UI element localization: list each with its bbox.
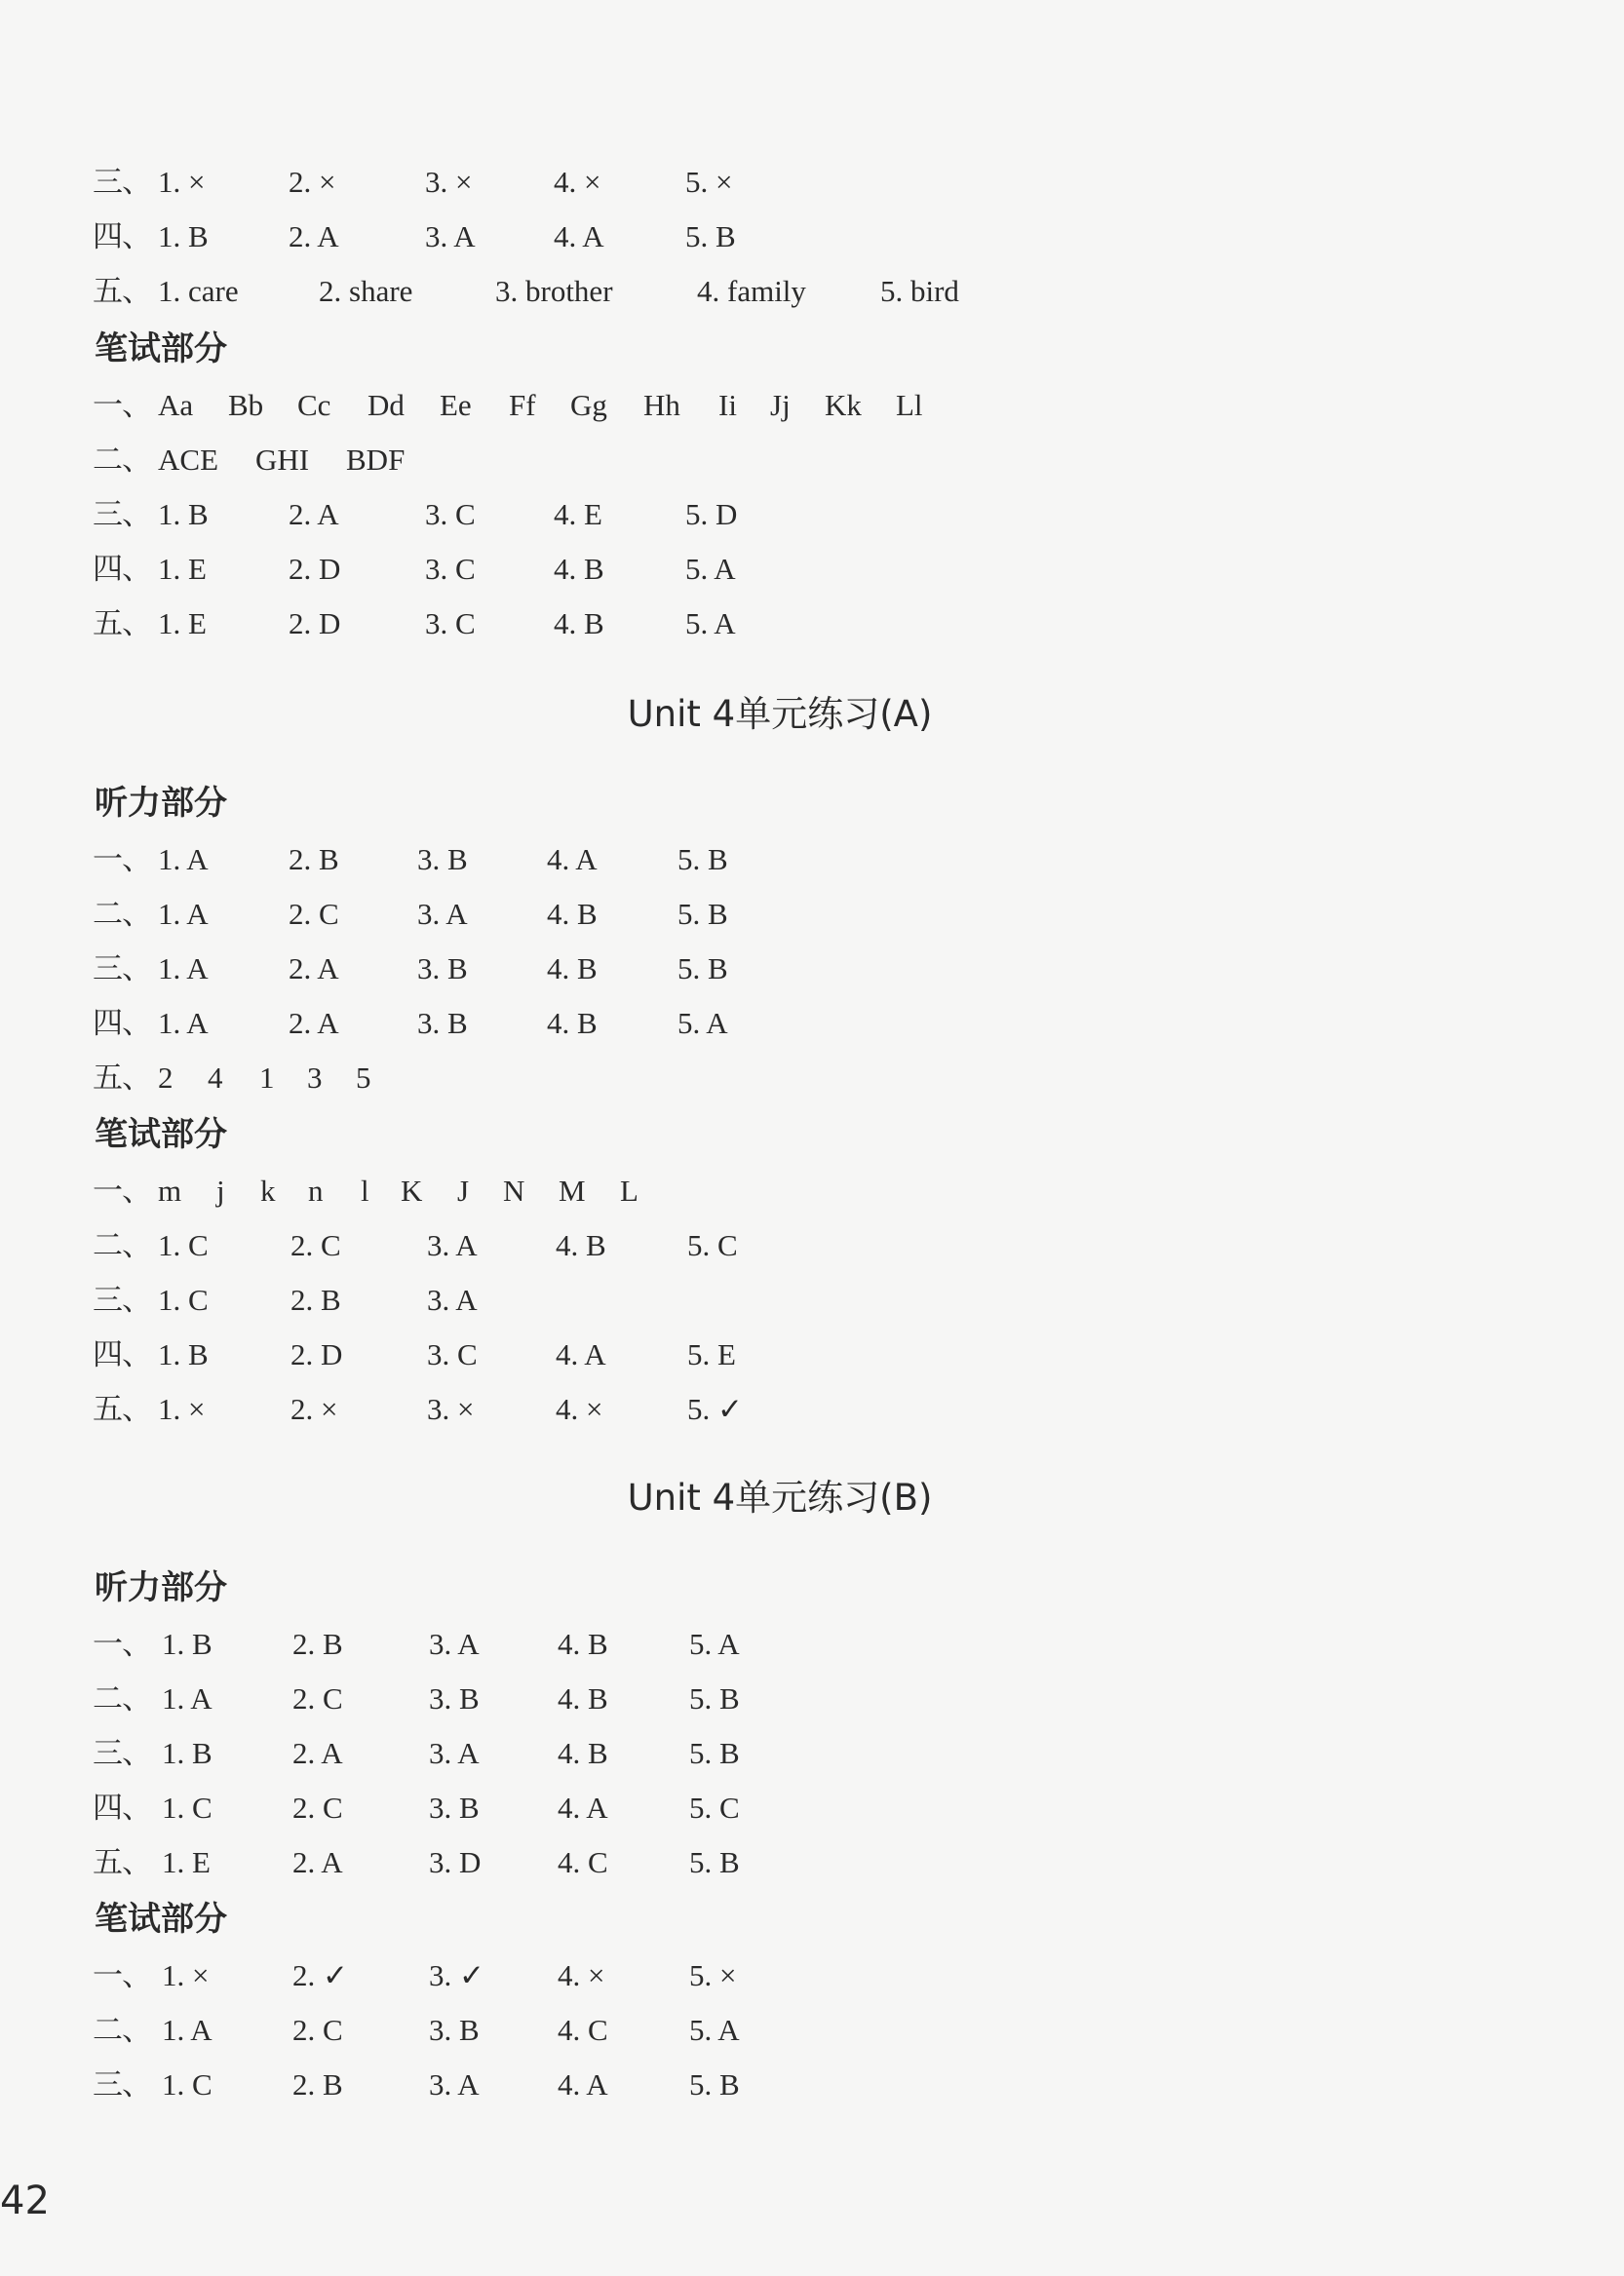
answer-item: Ee [440,388,472,422]
answer-item: 5. A [685,606,736,640]
answer-item: 1. B [162,1736,213,1770]
answer-item: 1. care [158,274,239,308]
row-label: 二、 [93,443,151,478]
answer-item: 5 [356,1061,371,1095]
answer-item: 3. A [425,219,476,253]
answer-item: 3. D [429,1845,482,1879]
answer-item: 2. B [292,2067,343,2102]
answer-item: 1. × [158,165,206,199]
answer-item: N [503,1174,525,1208]
answer-item: m [158,1174,182,1208]
answer-item: 3. ✓ [429,1958,484,1992]
row-label: 二、 [93,1228,151,1263]
answer-item: 2. A [289,497,339,531]
answer-item: 2. A [289,951,339,985]
answer-item: 2. C [292,2013,343,2047]
answer-item: 1. A [158,1006,209,1040]
answer-item: 2. C [292,1681,343,1716]
answer-item: 3. brother [495,274,613,308]
answer-item: 3. A [427,1228,478,1262]
answer-row [0,832,1072,887]
answer-item: Ll [896,388,923,422]
answer-item: 1. B [162,1627,213,1661]
answer-item: J [457,1174,470,1208]
answer-item: 1. E [162,1845,211,1879]
answer-row [0,378,1072,433]
answer-item: Gg [570,388,607,422]
row-label: 三、 [93,2067,151,2102]
answer-item: 2. A [289,219,339,253]
answer-item: j [216,1174,225,1208]
answer-item: 5. B [677,951,728,985]
answer-item: 5. B [689,1736,740,1770]
answer-item: 1. C [162,1791,213,1825]
answer-item: K [401,1174,423,1208]
answer-item: 5. B [689,1681,740,1716]
answer-item: 3. A [427,1283,478,1317]
answer-item: 3. × [427,1392,475,1426]
row-label: 一、 [93,842,151,877]
answer-row [0,996,1072,1051]
answer-item: 3. A [429,2067,480,2102]
answer-item: 4. B [547,951,598,985]
answer-item: 3. C [425,606,476,640]
answer-item: 2. D [289,552,341,586]
answer-item: 3. C [425,497,476,531]
answer-item: 4. B [554,606,604,640]
written-section-heading: 笔试部分 [95,329,227,368]
row-label: 五、 [93,274,151,309]
answer-item: 4. family [697,274,806,308]
row-label: 一、 [93,1174,151,1209]
answer-item: 1. A [158,951,209,985]
answer-item: 3. C [427,1337,478,1371]
answer-item: 3. B [429,1791,480,1825]
answer-item: 1. B [158,1337,209,1371]
answer-item: 2. B [290,1283,341,1317]
answer-item: 5. A [689,2013,740,2047]
answer-row [0,1781,1072,1835]
answer-row [0,887,1072,942]
answer-item: 5. B [689,2067,740,2102]
answer-item: 1. B [158,219,209,253]
answer-item: 1. E [158,552,207,586]
answer-item: 2. B [292,1627,343,1661]
answer-item: 4. B [558,1681,608,1716]
answer-item: 5. D [685,497,738,531]
row-label: 五、 [93,1061,151,1096]
answer-item: 4. A [554,219,604,253]
answer-item: Aa [158,388,194,422]
answer-row [0,2058,1072,2112]
written-section-heading: 笔试部分 [95,1115,227,1154]
answer-item: 5. C [687,1228,738,1262]
answer-row [0,1835,1072,1890]
answer-item: 2. C [289,897,339,931]
answer-item: 3 [307,1061,323,1095]
answer-item: 3. B [417,1006,468,1040]
answer-item: 5. B [677,897,728,931]
row-label: 四、 [93,1791,151,1826]
answer-item: 5. bird [880,274,959,308]
answer-item: M [559,1174,586,1208]
answer-item: 4. C [558,2013,608,2047]
answer-item: 5. ✓ [687,1392,743,1426]
answer-item: BDF [346,443,406,477]
answer-item: 4. A [547,842,598,876]
row-label: 三、 [93,951,151,986]
answer-row [0,942,1072,996]
answer-item: 2. × [290,1392,338,1426]
answer-row [0,1672,1072,1726]
page-number: 42 [0,2179,50,2223]
answer-row [0,210,1072,264]
answer-item: 2. × [289,165,336,199]
answer-row [0,433,1072,487]
answer-item: 5. A [689,1627,740,1661]
row-label: 三、 [93,1736,151,1771]
answer-row [0,542,1072,597]
answer-item: 3. C [425,552,476,586]
answer-item: 2. D [290,1337,343,1371]
answer-item: 2 [158,1061,174,1095]
answer-item: 3. B [429,2013,480,2047]
answer-item: 2. A [292,1845,343,1879]
answer-item: 4. B [558,1736,608,1770]
answer-row [0,1382,1072,1437]
answer-item: 2. A [289,1006,339,1040]
answer-item: Bb [228,388,264,422]
answer-item: 5. E [687,1337,736,1371]
answer-item: 2. A [292,1736,343,1770]
answer-item: Jj [770,388,791,422]
answer-row [0,1617,1072,1672]
answer-item: Hh [643,388,680,422]
answer-item: Dd [367,388,405,422]
unit-title: Unit 4单元练习(A) [627,693,933,735]
answer-item: Ff [509,388,536,422]
answer-item: 1. A [158,897,209,931]
answer-row [0,597,1072,651]
answer-item: Ii [718,388,737,422]
answer-item: 4. A [558,2067,608,2102]
listening-section-heading: 听力部分 [95,1568,227,1607]
answer-item: 5. × [689,1958,737,1992]
row-label: 三、 [93,165,151,200]
answer-item: 4. × [554,165,601,199]
answer-item: 1. C [158,1283,209,1317]
answer-item: 2. C [292,1791,343,1825]
row-label: 一、 [93,1958,151,1993]
row-label: 五、 [93,1845,151,1880]
answer-row [0,1328,1072,1382]
answer-item: 1. A [162,2013,213,2047]
answer-item: 4. A [556,1337,606,1371]
answer-item: 1. E [158,606,207,640]
answer-item: 1. × [158,1392,206,1426]
answer-item: 1. A [162,1681,213,1716]
row-label: 四、 [93,1337,151,1372]
written-section-heading: 笔试部分 [95,1900,227,1939]
answer-item: l [361,1174,369,1208]
answer-item: 1 [259,1061,275,1095]
row-label: 二、 [93,897,151,932]
answer-row [0,1726,1072,1781]
answer-item: 5. × [685,165,733,199]
row-label: 四、 [93,1006,151,1041]
answer-item: 4. B [554,552,604,586]
answer-item: GHI [255,443,310,477]
answer-item: 5. B [685,219,736,253]
answer-item: 4 [208,1061,223,1095]
answer-item: 4. B [547,897,598,931]
answer-item: 3. B [429,1681,480,1716]
answer-item: 5. B [677,842,728,876]
answer-item: 1. C [162,2067,213,2102]
answer-item: 4. × [558,1958,605,1992]
answer-item: 1. × [162,1958,210,1992]
answer-item: 5. C [689,1791,740,1825]
row-label: 一、 [93,388,151,423]
answer-item: ACE [158,443,218,477]
unit-title: Unit 4单元练习(B) [627,1477,933,1519]
answer-row [0,1218,1072,1273]
answer-item: 2. C [290,1228,341,1262]
answer-item: 3. A [429,1627,480,1661]
answer-item: 2. ✓ [292,1958,348,1992]
answer-row [0,1164,1072,1218]
answer-row [0,487,1072,542]
answer-row [0,1273,1072,1328]
answer-item: n [308,1174,324,1208]
answer-item: 4. B [558,1627,608,1661]
answer-item: 3. B [417,951,468,985]
answer-item: 5. A [677,1006,728,1040]
row-label: 五、 [93,606,151,641]
answer-item: L [620,1174,638,1208]
answer-item: 4. E [554,497,602,531]
row-label: 四、 [93,219,151,254]
row-label: 三、 [93,1283,151,1318]
answer-row [0,264,1072,319]
answer-item: 3. A [429,1736,480,1770]
answer-item: 4. C [558,1845,608,1879]
row-label: 二、 [93,2013,151,2048]
row-label: 五、 [93,1392,151,1427]
answer-item: 5. B [689,1845,740,1879]
listening-section-heading: 听力部分 [95,784,227,823]
answer-row [0,1948,1072,2003]
answer-item: Cc [297,388,331,422]
answer-item: 1. C [158,1228,209,1262]
answer-item: 4. B [556,1228,606,1262]
row-label: 三、 [93,497,151,532]
row-label: 一、 [93,1627,151,1662]
answer-item: k [260,1174,276,1208]
answer-item: 4. B [547,1006,598,1040]
answer-item: 4. × [556,1392,603,1426]
row-label: 二、 [93,1681,151,1717]
answer-item: 2. B [289,842,339,876]
answer-item: 1. A [158,842,209,876]
answer-item: 4. A [558,1791,608,1825]
answer-item: 3. B [417,842,468,876]
answer-item: 1. B [158,497,209,531]
answer-item: 2. D [289,606,341,640]
answer-row [0,155,1072,210]
answer-item: 3. × [425,165,473,199]
row-label: 四、 [93,552,151,587]
answer-row [0,1051,1072,1105]
answer-item: 2. share [319,274,413,308]
answer-item: Kk [825,388,862,422]
answer-item: 5. A [685,552,736,586]
answer-row [0,2003,1072,2058]
answer-item: 3. A [417,897,468,931]
